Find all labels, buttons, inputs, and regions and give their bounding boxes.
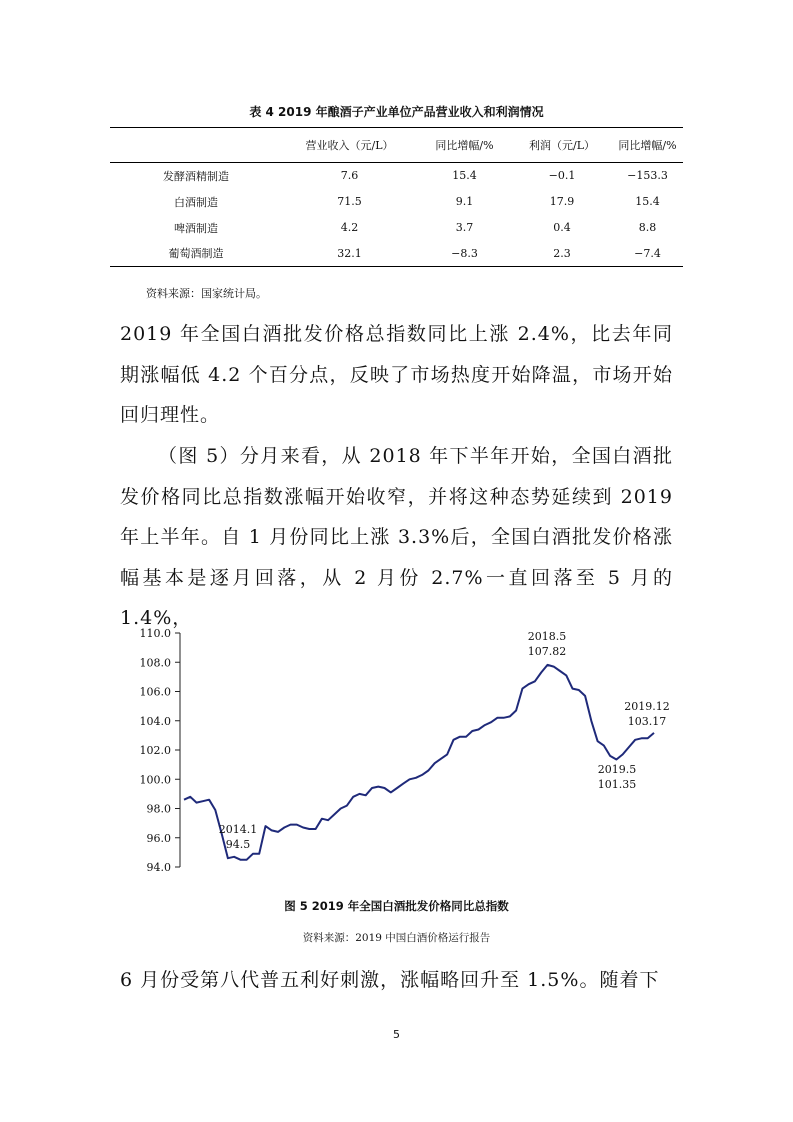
y-tick-label: 94.0 <box>146 861 171 874</box>
table-row <box>110 241 683 267</box>
y-tick-label: 110.0 <box>139 627 171 640</box>
table-cell: 32.1 <box>282 241 417 267</box>
point-annotation: 107.82 <box>527 645 567 658</box>
table-cell: 4.2 <box>340 221 359 234</box>
y-tick-label: 102.0 <box>139 744 171 757</box>
table-cell: 71.5 <box>337 195 362 208</box>
body-paragraph: 6 月份受第八代普五利好刺激，涨幅略回升至 1.5%。随着下 <box>120 969 660 991</box>
table-cell: −153.3 <box>627 169 668 183</box>
table-cell: 9.1 <box>455 195 474 208</box>
y-tick-label: 100.0 <box>139 773 171 787</box>
table-cell: 15.4 <box>635 195 660 208</box>
table-row <box>110 215 683 241</box>
table-header-cell: 营业收入（元/L） <box>282 128 417 163</box>
table-cell: 8.8 <box>638 221 657 234</box>
figure-source-note: 资料来源：2019 中国白酒价格运行报告 <box>302 932 491 944</box>
table-cell: 7.6 <box>340 169 359 183</box>
figure-5-chart <box>0 615 793 885</box>
table-cell: −7.4 <box>612 241 683 267</box>
point-annotation: 103.17 <box>627 715 667 728</box>
table-source-note: 资料来源：国家统计局。 <box>146 287 267 300</box>
table-header-cell: 利润（元/L） <box>512 128 612 163</box>
table-header-cell: 同比增幅/% <box>612 128 683 163</box>
table-cell: 发酵酒精制造 <box>163 169 229 183</box>
y-tick-label: 106.0 <box>139 685 171 699</box>
table-cell: 2.3 <box>512 241 612 267</box>
y-tick-label: 96.0 <box>146 831 171 845</box>
table-row <box>110 163 683 189</box>
figure-caption: 图 5 2019 年全国白酒批发价格同比总指数 <box>284 899 509 913</box>
table-cell: 啤酒制造 <box>174 221 218 235</box>
table-cell: −8.3 <box>417 241 512 267</box>
table-cell: 3.7 <box>455 221 474 234</box>
line-chart-svg <box>0 615 793 885</box>
page-number: 5 <box>393 1028 400 1041</box>
table-header-row <box>110 128 683 163</box>
point-annotation: 94.5 <box>225 838 251 851</box>
y-tick-label: 98.0 <box>146 802 171 816</box>
body-paragraph: （图 5）分月来看，从 2018 年下半年开始，全国白酒批发价格同比总指数涨幅开始收窄，并将这种态势延续到 2019 年上半年。自 1 月份同比上涨 3.3%后，全国白酒批发价格涨幅基本是逐月回落，从 2 月份 2.7%一直回落至 5 月的 1.4%， <box>120 445 673 629</box>
table-cell: 17.9 <box>549 195 575 208</box>
table-header-cell: 同比增幅/% <box>417 128 512 163</box>
table-cell: 15.4 <box>452 169 477 183</box>
table-cell: 葡萄酒制造 <box>110 241 282 267</box>
table-cell: 0.4 <box>553 221 571 234</box>
table-cell: 白酒制造 <box>174 195 218 209</box>
point-annotation: 2014.1 <box>218 823 258 836</box>
table-cell: −0.1 <box>548 169 576 183</box>
point-annotation: 2019.12 <box>624 700 670 713</box>
point-annotation: 2018.5 <box>527 630 567 643</box>
table-caption: 表 4 2019 年酿酒子产业单位产品营业收入和利润情况 <box>249 105 544 119</box>
point-annotation: 101.35 <box>597 778 637 791</box>
y-tick-label: 108.0 <box>139 656 171 670</box>
table-row <box>110 189 683 215</box>
point-annotation: 2019.5 <box>597 763 637 776</box>
y-tick-label: 104.0 <box>139 714 171 728</box>
table-header-cell <box>110 128 282 163</box>
body-paragraph: 2019 年全国白酒批发价格总指数同比上涨 2.4%，比去年同期涨幅低 4.2 个百分点，反映了市场热度开始降温，市场开始回归理性。 <box>120 323 673 426</box>
revenue-profit-table <box>110 127 683 267</box>
